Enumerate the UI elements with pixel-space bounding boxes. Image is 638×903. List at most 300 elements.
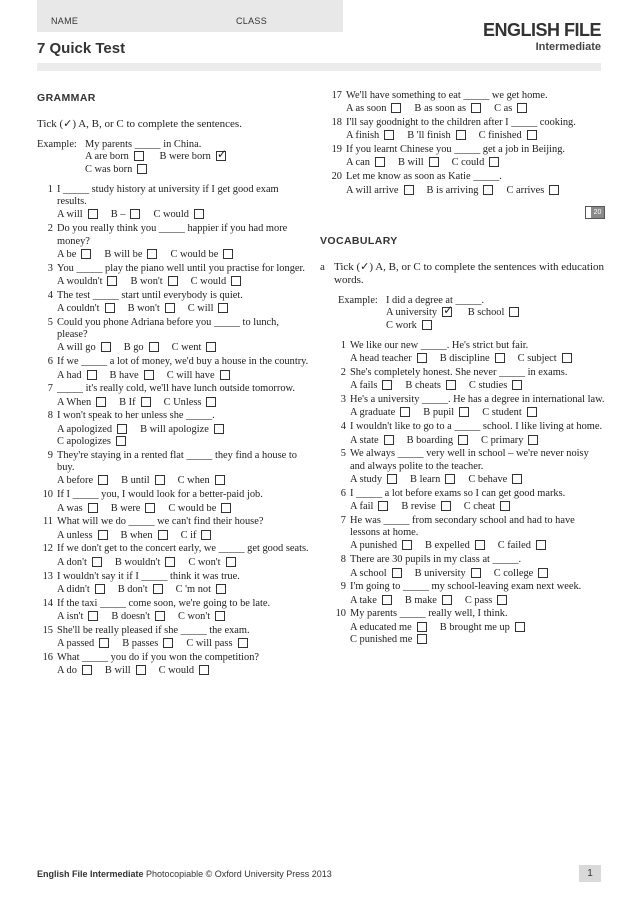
answer-checkbox[interactable] (527, 407, 537, 417)
question-number: 4 (340, 421, 346, 433)
answer-checkbox[interactable] (238, 638, 248, 648)
question-text: We always _____ very well in school – we're never noisy and always polite to the teacher. (350, 448, 589, 472)
question-item (37, 410, 309, 448)
option-label: A head teacher (350, 353, 412, 365)
question-text: I'm going to _____ my school-leaving exam next week. (350, 581, 582, 593)
option-label: A as soon (346, 103, 387, 115)
answer-checkbox[interactable] (201, 530, 211, 540)
question-text: What _____ you do if you won the competition? (57, 651, 260, 663)
question-number: 18 (331, 117, 342, 129)
answer-checkbox[interactable] (422, 320, 432, 330)
answer-checkbox[interactable] (417, 634, 427, 644)
option-label: A take (350, 594, 377, 606)
option-label: C behave (468, 473, 508, 485)
question-text: I _____ a lot before exams so I can get good marks. (350, 487, 566, 499)
question-number: 6 (340, 487, 346, 499)
answer-checkbox[interactable] (155, 475, 165, 485)
option-label: B learn (410, 473, 441, 485)
brand-title: ENGLISH FILE (482, 20, 601, 40)
option-label: C apologizes (57, 436, 111, 448)
question-options (57, 342, 309, 354)
question-options (350, 540, 605, 552)
tick-icon: ✓ (216, 147, 227, 162)
tick-icon: ✓ (443, 303, 454, 318)
answer-checkbox[interactable] (88, 209, 98, 219)
question-number: 1 (340, 339, 346, 351)
question-text: If you learnt Chinese you _____ get a job in Beijing. (346, 144, 566, 156)
question-item (37, 625, 309, 651)
question-item (320, 515, 605, 553)
question-item (320, 421, 605, 447)
answer-checkbox[interactable] (538, 568, 548, 578)
question-text: If the taxi _____ come soon, we're going to be late. (57, 597, 271, 609)
answer-checkbox[interactable] (158, 530, 168, 540)
option-label: B cheats (405, 380, 441, 392)
grammar-question-list (37, 184, 309, 677)
question-options (346, 130, 605, 142)
question-options (57, 370, 309, 382)
question-text: She'll be really pleased if she _____ the exam. (57, 624, 250, 636)
grammar-heading: GRAMMAR (37, 92, 96, 104)
option-label: C punished me (350, 633, 413, 645)
answer-checkbox[interactable] (153, 584, 163, 594)
answer-checkbox[interactable] (509, 307, 519, 317)
question-text: _____ it's really cold, we'll have lunch outside tomorrow. (57, 383, 295, 395)
answer-checkbox[interactable] (527, 130, 537, 140)
answer-checkbox[interactable] (141, 397, 151, 407)
option-label: A punished (350, 540, 398, 552)
question-text: Could you phone Adriana before you _____ to lunch, please? (57, 316, 279, 341)
option-label: B boarding (406, 434, 454, 446)
option-label: C would be (170, 248, 219, 260)
answer-checkbox[interactable] (446, 380, 456, 390)
answer-checkbox[interactable] (216, 584, 226, 594)
vocabulary-question-list (320, 340, 605, 646)
answer-checkbox[interactable] (375, 157, 385, 167)
question-options (350, 595, 605, 607)
question-item (37, 317, 309, 355)
page-title: 7 Quick Test (37, 40, 126, 57)
question-options (57, 303, 309, 315)
vocabulary-instruction: Tick (✓) A, B, or C to complete the sentences with education words. (334, 261, 605, 287)
answer-checkbox[interactable] (442, 595, 452, 605)
answer-checkbox[interactable] (194, 209, 204, 219)
example-sentence: I did a degree at _____. (386, 295, 485, 307)
answer-checkbox[interactable] (155, 611, 165, 621)
option-label: C will (187, 303, 214, 315)
answer-checkbox[interactable] (512, 474, 522, 484)
question-text: The test _____ start until everybody is quiet. (57, 289, 243, 301)
option-label: C student (482, 407, 522, 419)
answer-checkbox[interactable] (98, 475, 108, 485)
question-options (350, 474, 605, 486)
answer-checkbox[interactable] (147, 249, 157, 259)
answer-checkbox[interactable] (378, 501, 388, 511)
answer-checkbox[interactable] (101, 342, 111, 352)
answer-checkbox[interactable] (168, 276, 178, 286)
answer-checkbox[interactable] (206, 397, 216, 407)
question-number: 16 (42, 651, 53, 663)
question-number: 2 (340, 367, 346, 379)
option-label: C studies (468, 380, 508, 392)
option-label: B – (110, 209, 126, 221)
answer-checkbox[interactable] (130, 209, 140, 219)
option-label: C won't (188, 556, 221, 568)
answer-checkbox[interactable] (206, 342, 216, 352)
option-label: C cheat (463, 501, 496, 513)
option-label: B have (109, 369, 139, 381)
question-item (37, 489, 309, 515)
question-item (320, 608, 605, 646)
question-options (57, 611, 309, 623)
option-label: A apologized (57, 423, 113, 435)
question-number: 4 (47, 289, 53, 301)
question-text: I wouldn't like to go to a _____ school. I like living at home. (350, 421, 603, 433)
question-item (320, 90, 605, 116)
answer-checkbox[interactable] (429, 157, 439, 167)
question-number: 9 (47, 449, 53, 461)
question-options (350, 568, 605, 580)
answer-checkbox[interactable] (404, 185, 414, 195)
brand-subtitle: Intermediate (535, 41, 601, 53)
brand-block (483, 20, 601, 54)
option-label: B university (414, 567, 466, 579)
answer-checkbox[interactable] (107, 276, 117, 286)
part-label: a (320, 261, 325, 274)
question-text: Let me know as soon as Katie _____. (346, 171, 502, 183)
question-text: He's a university _____. He has a degree in international law. (350, 394, 605, 406)
question-options (346, 185, 605, 197)
question-number: 14 (42, 597, 53, 609)
answer-checkbox[interactable] (458, 435, 468, 445)
question-text: What will we do _____ we can't find their house? (57, 516, 264, 528)
option-label: A be (57, 248, 77, 260)
option-label: B when (120, 529, 153, 541)
option-label: C went (171, 342, 202, 354)
question-text: We like our new _____. He's strict but fair. (350, 339, 529, 351)
answer-checkbox[interactable] (223, 249, 233, 259)
answer-checkbox[interactable] (417, 353, 427, 363)
question-options (57, 557, 309, 569)
right-column (320, 90, 605, 648)
question-item (37, 598, 309, 624)
option-label: B school (467, 307, 505, 319)
option-label: C finished (478, 130, 522, 142)
answer-checkbox[interactable] (220, 370, 230, 380)
question-number: 12 (42, 543, 53, 555)
question-item (37, 543, 309, 569)
question-item (320, 171, 605, 197)
answer-checkbox[interactable] (483, 185, 493, 195)
option-label: B will be (104, 248, 143, 260)
example-label: Example: (338, 295, 378, 307)
option-label: B were born (159, 151, 211, 163)
option-label: B until (121, 475, 150, 487)
answer-checkbox[interactable] (221, 503, 231, 513)
answer-checkbox[interactable] (471, 568, 481, 578)
question-text: You _____ play the piano well until you practise for longer. (57, 262, 305, 274)
answer-checkbox[interactable] (216, 147, 227, 162)
question-item (37, 571, 309, 597)
header-rule (37, 63, 601, 71)
answer-checkbox[interactable] (382, 595, 392, 605)
answer-checkbox[interactable] (165, 303, 175, 313)
grammar-instruction: Tick (✓) A, B, or C to complete the sentences. (37, 118, 242, 130)
answer-checkbox[interactable] (400, 407, 410, 417)
option-label: A will go (57, 342, 96, 354)
answer-checkbox[interactable] (96, 397, 106, 407)
option-label: A can (346, 157, 370, 169)
option-label: A isn't (57, 610, 84, 622)
answer-checkbox[interactable] (536, 540, 546, 550)
option-label: C would be (168, 502, 217, 514)
left-column (37, 90, 309, 679)
answer-checkbox[interactable] (214, 424, 224, 434)
answer-checkbox[interactable] (549, 185, 559, 195)
option-label: B were (110, 502, 141, 514)
answer-checkbox[interactable] (117, 424, 127, 434)
answer-checkbox[interactable] (136, 665, 146, 675)
answer-checkbox[interactable] (402, 540, 412, 550)
option-label: B brought me up (439, 621, 510, 633)
question-options (57, 397, 309, 409)
question-number: 20 (331, 171, 342, 183)
question-options (57, 665, 309, 677)
score-total: 20 (591, 207, 604, 218)
question-options (350, 622, 605, 647)
question-options (57, 249, 309, 261)
footer-copyright: Photocopiable © Oxford University Press 2013 (146, 869, 332, 879)
answer-checkbox[interactable] (500, 501, 510, 511)
question-number: 6 (47, 356, 53, 368)
option-label: C Unless (163, 396, 202, 408)
question-options (57, 276, 309, 288)
answer-checkbox[interactable] (475, 540, 485, 550)
question-options (350, 353, 605, 365)
answer-checkbox[interactable] (98, 530, 108, 540)
option-label: A school (350, 567, 387, 579)
answer-checkbox[interactable] (137, 164, 147, 174)
option-label: A are born (85, 151, 129, 163)
question-text: There are 30 pupils in my class at _____. (350, 554, 522, 566)
score-box[interactable] (585, 206, 605, 219)
option-label: B expelled (425, 540, 470, 552)
answer-checkbox[interactable] (562, 353, 572, 363)
answer-checkbox[interactable] (92, 557, 102, 567)
question-options (350, 435, 605, 447)
name-label: NAME (51, 16, 79, 26)
question-options (57, 424, 309, 449)
answer-checkbox[interactable] (442, 303, 454, 318)
option-label: B If (119, 396, 136, 408)
grammar-score (320, 206, 605, 219)
option-label: B 'll finish (407, 130, 451, 142)
option-label: A didn't (57, 583, 90, 595)
question-number: 5 (47, 316, 53, 328)
answer-checkbox[interactable] (134, 151, 144, 161)
question-item (320, 117, 605, 143)
question-item (320, 581, 605, 607)
answer-checkbox[interactable] (497, 595, 507, 605)
option-label: A unless (57, 529, 93, 541)
answer-checkbox[interactable] (459, 407, 469, 417)
answer-checkbox[interactable] (384, 130, 394, 140)
option-label: A was (57, 502, 83, 514)
option-label: C work (386, 319, 417, 331)
question-item (37, 184, 309, 222)
answer-checkbox[interactable] (99, 638, 109, 648)
option-label: A will arrive (346, 184, 399, 196)
vocabulary-example (320, 295, 605, 332)
option-label: C pass (464, 594, 493, 606)
option-label: A finish (346, 130, 380, 142)
answer-checkbox[interactable] (144, 370, 154, 380)
answer-checkbox[interactable] (512, 380, 522, 390)
question-number: 8 (47, 410, 53, 422)
vocabulary-part-a (320, 261, 605, 287)
question-number: 19 (331, 144, 342, 156)
question-text: We'll have something to eat _____ we get home. (346, 90, 548, 101)
question-number: 7 (47, 383, 53, 395)
answer-checkbox[interactable] (456, 130, 466, 140)
question-number: 13 (42, 570, 53, 582)
question-item (320, 488, 605, 514)
question-item (37, 263, 309, 289)
answer-checkbox[interactable] (384, 435, 394, 445)
answer-checkbox[interactable] (215, 475, 225, 485)
question-number: 1 (47, 183, 53, 195)
option-label: C would (190, 275, 227, 287)
answer-checkbox[interactable] (105, 303, 115, 313)
question-options (57, 638, 309, 650)
question-item (320, 367, 605, 393)
question-options (57, 209, 309, 221)
answer-checkbox[interactable] (387, 474, 397, 484)
option-label: C will have (166, 369, 215, 381)
answer-checkbox[interactable] (218, 303, 228, 313)
answer-checkbox[interactable] (471, 103, 481, 113)
answer-checkbox[interactable] (215, 611, 225, 621)
grammar-example (37, 139, 309, 176)
answer-checkbox[interactable] (489, 157, 499, 167)
option-label: A When (57, 396, 92, 408)
option-label: A don't (57, 556, 87, 568)
question-options (57, 530, 309, 542)
option-label: B won't (127, 303, 160, 315)
option-label: A fails (350, 380, 378, 392)
question-item (37, 223, 309, 261)
option-label: C when (177, 475, 210, 487)
question-options (350, 407, 605, 419)
answer-checkbox[interactable] (517, 103, 527, 113)
page-number: 1 (579, 865, 601, 882)
answer-checkbox[interactable] (82, 665, 92, 675)
question-number: 15 (42, 624, 53, 636)
answer-checkbox[interactable] (391, 103, 401, 113)
answer-checkbox[interactable] (226, 557, 236, 567)
question-number: 2 (47, 223, 53, 235)
option-label: C 'm not (175, 583, 211, 595)
answer-checkbox[interactable] (382, 380, 392, 390)
question-item (37, 450, 309, 488)
answer-checkbox[interactable] (231, 276, 241, 286)
option-label: A study (350, 473, 383, 485)
question-text: They're staying in a rented flat _____ they find a house to buy. (57, 449, 297, 474)
option-label: B is arriving (426, 184, 479, 196)
answer-checkbox[interactable] (199, 665, 209, 675)
answer-checkbox[interactable] (528, 435, 538, 445)
question-item (320, 554, 605, 580)
option-label: B make (404, 594, 437, 606)
question-text: If I _____ you, I would look for a better-paid job. (57, 489, 263, 501)
answer-checkbox[interactable] (116, 436, 126, 446)
option-label: B wouldn't (114, 556, 161, 568)
option-label: A state (350, 434, 379, 446)
answer-checkbox[interactable] (515, 622, 525, 632)
option-label: A educated me (350, 621, 412, 633)
option-label: A university (386, 307, 438, 319)
question-options (57, 584, 309, 596)
name-class-bar (37, 0, 343, 32)
answer-checkbox[interactable] (95, 584, 105, 594)
vocabulary-heading: VOCABULARY (320, 235, 398, 248)
question-options (57, 503, 309, 515)
option-label: C would (153, 209, 189, 221)
option-label: A graduate (350, 407, 396, 419)
question-text: He was _____ from secondary school and had to have lessons at home. (350, 514, 575, 539)
question-text: I _____ study history at university if I get good exam results. (57, 183, 279, 208)
answer-checkbox[interactable] (145, 503, 155, 513)
answer-checkbox[interactable] (392, 568, 402, 578)
answer-checkbox[interactable] (88, 611, 98, 621)
example-label: Example: (37, 139, 77, 150)
question-item (37, 290, 309, 316)
answer-checkbox[interactable] (87, 370, 97, 380)
question-options (350, 380, 605, 392)
grammar-question-list-continued (320, 90, 605, 197)
option-label: B will (104, 665, 131, 677)
question-text: My parents _____ really well, I think. (350, 608, 508, 620)
answer-checkbox[interactable] (495, 353, 505, 363)
option-label: C failed (497, 540, 531, 552)
footer (37, 869, 332, 879)
question-number: 10 (335, 608, 346, 620)
answer-checkbox[interactable] (88, 503, 98, 513)
answer-checkbox[interactable] (441, 501, 451, 511)
option-label: C arrives (506, 184, 545, 196)
option-label: C college (493, 567, 534, 579)
question-item (320, 144, 605, 170)
question-number: 17 (331, 90, 342, 101)
answer-checkbox[interactable] (149, 342, 159, 352)
question-number: 3 (340, 394, 346, 406)
question-text: I'll say goodnight to the children after I _____ cooking. (346, 117, 576, 129)
option-label: B as soon as (414, 103, 467, 115)
option-label: C if (180, 529, 197, 541)
option-label: B don't (117, 583, 148, 595)
option-label: C won't (177, 610, 211, 622)
option-label: B go (123, 342, 144, 354)
option-label: A do (57, 665, 77, 677)
answer-checkbox[interactable] (417, 622, 427, 632)
question-text: If we don't get to the concert early, we _____ get good seats. (57, 543, 309, 555)
answer-checkbox[interactable] (163, 638, 173, 648)
answer-checkbox[interactable] (165, 557, 175, 567)
answer-checkbox[interactable] (445, 474, 455, 484)
answer-checkbox[interactable] (81, 249, 91, 259)
option-label: C primary (481, 434, 524, 446)
option-label: A fail (350, 501, 374, 513)
